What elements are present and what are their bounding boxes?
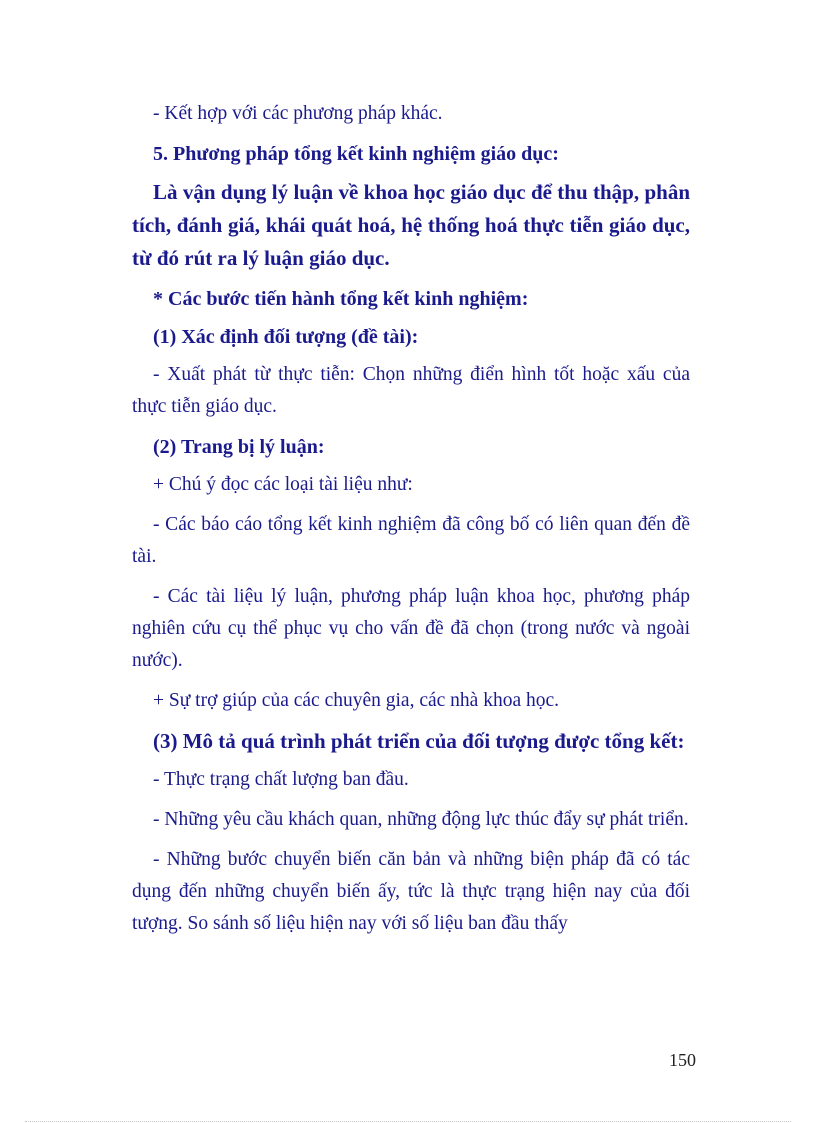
step-2-heading: (2) Trang bị lý luận: [153,436,325,458]
step-2-item-documents: - Các tài liệu lý luận, phương pháp luận khoa học, phương pháp nghiên cứu cụ thể phục vụ cho vấn đề đã chọn (trong nước và ngoài nước). [132,586,690,671]
definition-paragraph: Là vận dụng lý luận về khoa học giáo dục để thu thập, phân tích, đánh giá, khái quát hoá, hệ thống hoá thực tiễn giáo dục, từ đó rút ra lý luận giáo dục. [132,180,690,270]
step-2-item-reports: - Các báo cáo tổng kết kinh nghiệm đã công bố có liên quan đến đề tài. [132,514,690,567]
step-2-item-experts: + Sự trợ giúp của các chuyên gia, các nhà khoa học. [153,690,560,711]
document-page [132,98,690,948]
step-2-item-reading: + Chú ý đọc các loại tài liệu như: [153,474,413,495]
page-number: 150 [669,1050,696,1070]
step-3-item-initial: - Thực trạng chất lượng ban đầu. [153,769,409,790]
section-heading-5: 5. Phương pháp tổng kết kinh nghiệm giáo dục: [153,143,559,165]
step-1-heading: (1) Xác định đối tượng (đề tài): [153,326,419,348]
steps-heading: * Các bước tiến hành tổng kết kinh nghiệm: [153,288,529,310]
paragraph-combine-methods: - Kết hợp với các phương pháp khác. [153,103,443,124]
step-3-item-changes: - Những bước chuyển biến căn bản và những biện pháp đã có tác dụng đến những chuyển biến ấy, tức là thực trạng hiện nay của đối tượng. So sánh số liệu hiện nay với số liệu ban đầu thấy [132,849,690,934]
step-3-heading: (3) Mô tả quá trình phát triển của đối tượng được tổng kết: [153,729,685,753]
footer-divider [25,1121,791,1122]
step-1-item: - Xuất phát từ thực tiễn: Chọn những điển hình tốt hoặc xấu của thực tiễn giáo dục. [132,364,690,417]
step-3-item-requirements: - Những yêu cầu khách quan, những động lực thúc đẩy sự phát triển. [153,809,689,830]
